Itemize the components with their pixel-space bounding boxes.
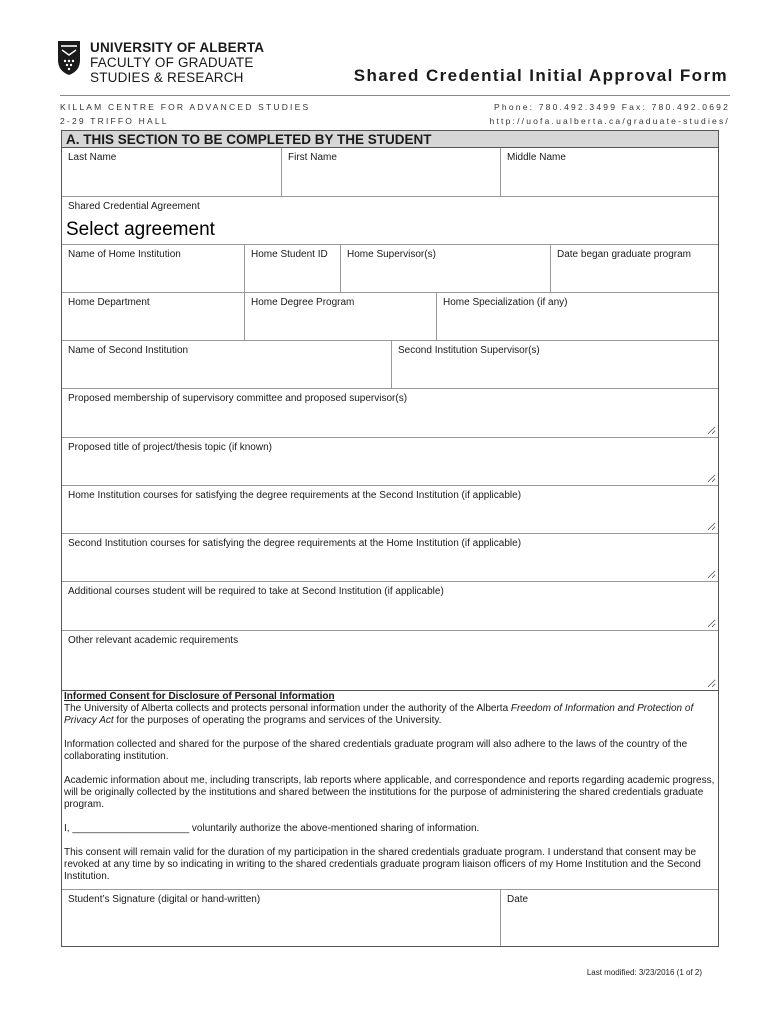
- home-courses-field[interactable]: [64, 504, 716, 531]
- proposed-committee-row: [62, 389, 718, 438]
- other-requirements-label: Other relevant academic requirements: [68, 635, 239, 646]
- first-name-label: First Name: [288, 152, 337, 163]
- home-institution-label: Name of Home Institution: [68, 249, 181, 260]
- consent-authorization-statement: I, _____________________ voluntarily authorize the above-mentioned sharing of information.: [64, 823, 480, 834]
- shared-credential-agreement-label: Shared Credential Agreement: [68, 201, 200, 212]
- phone-fax: Phone: 780.492.3499 Fax: 780.492.0692: [494, 102, 730, 112]
- home-specialization-cell: [436, 293, 718, 340]
- home-department-label: Home Department: [68, 297, 150, 308]
- address-line-2: 2-29 TRIFFO HALL: [60, 116, 169, 126]
- home-supervisors-field[interactable]: [343, 263, 548, 290]
- home-supervisors-label: Home Supervisor(s): [347, 249, 436, 260]
- home-department-cell: [62, 293, 244, 340]
- home-courses-cell: [62, 486, 718, 533]
- signature-field[interactable]: [64, 908, 498, 944]
- agreement-row: [62, 197, 718, 245]
- office-address: [60, 100, 310, 128]
- home-degree-program-field[interactable]: [247, 311, 434, 338]
- foip-act-name: Freedom of Information and Protection of Privacy Act: [64, 703, 694, 726]
- header-divider: [60, 95, 730, 96]
- other-requirements-row: [62, 631, 718, 690]
- other-requirements-cell: [62, 631, 718, 690]
- date-began-label: Date began graduate program: [557, 249, 691, 260]
- last-modified-footer: Last modified: 3/23/2016 (1 of 2): [586, 968, 702, 977]
- home-institution-field[interactable]: [64, 263, 242, 290]
- name-row: [62, 148, 718, 197]
- proposed-committee-cell: [62, 389, 718, 437]
- first-name-field[interactable]: [284, 166, 498, 194]
- proposed-committee-label: Proposed membership of supervisory committee and proposed supervisor(s): [68, 393, 408, 404]
- signature-row: [62, 889, 718, 946]
- university-logo: [57, 40, 267, 96]
- home-institution-cell: [62, 245, 244, 292]
- home-supervisors-cell: [340, 245, 550, 292]
- second-institution-label: Name of Second Institution: [68, 345, 189, 356]
- proposed-committee-field[interactable]: [64, 407, 716, 435]
- logo-line-university: UNIVERSITY OF ALBERTA: [90, 40, 265, 55]
- additional-courses-label: Additional courses student will be required to take at Second Institution (if applicable): [68, 586, 444, 597]
- second-institution-row: [62, 341, 718, 389]
- second-institution-supervisors-cell: [391, 341, 718, 388]
- proposed-title-label: Proposed title of project/thesis topic (if known): [68, 442, 272, 453]
- middle-name-field[interactable]: [503, 166, 716, 194]
- home-student-id-cell: [244, 245, 340, 292]
- second-institution-supervisors-field[interactable]: [394, 359, 716, 386]
- form-title: Shared Credential Initial Approval Form: [353, 66, 728, 85]
- home-courses-row: [62, 486, 718, 534]
- home-institution-row: [62, 245, 718, 293]
- signature-date-cell: [500, 890, 718, 946]
- website-link[interactable]: http://uofa.ualberta.ca/graduate-studies/: [489, 116, 730, 126]
- university-crest-icon: [57, 40, 81, 76]
- select-agreement-dropdown[interactable]: Select agreement: [66, 219, 215, 240]
- agreement-cell: [62, 197, 718, 244]
- consent-paragraph-5: This consent will remain valid for the duration of my participation in the shared credentials graduate program. I understand that consent may be revoked at any time by so indicating in writing to the shared credentials graduate program liaison officers of my Home Institution and the Second Institution.: [64, 847, 701, 882]
- last-name-cell: [62, 148, 281, 196]
- section-a-heading: A. THIS SECTION TO BE COMPLETED BY THE STUDENT: [62, 131, 718, 148]
- signature-label: Student’s Signature (digital or hand-written): [68, 894, 261, 905]
- signature-date-field[interactable]: [503, 908, 716, 944]
- proposed-title-row: [62, 438, 718, 486]
- home-department-row: [62, 293, 718, 341]
- home-department-field[interactable]: [64, 311, 242, 338]
- last-name-field[interactable]: [64, 166, 279, 194]
- additional-courses-row: [62, 582, 718, 631]
- other-requirements-field[interactable]: [64, 649, 716, 688]
- second-institution-cell: [62, 341, 391, 388]
- date-began-cell: [550, 245, 718, 292]
- last-name-label: Last Name: [68, 152, 117, 163]
- consent-title: Informed Consent for Disclosure of Personal Information: [64, 691, 335, 702]
- home-courses-label: Home Institution courses for satisfying the degree requirements at the Second Institution (if applicable): [68, 490, 522, 501]
- logo-line-studies: STUDIES & RESEARCH: [90, 70, 244, 85]
- contact-info: [490, 100, 730, 128]
- second-courses-label: Second Institution courses for satisfying the degree requirements at the Home Institution (if applicable): [68, 538, 522, 549]
- second-courses-row: [62, 534, 718, 582]
- additional-courses-cell: [62, 582, 718, 630]
- home-student-id-label: Home Student ID: [251, 249, 328, 260]
- signature-date-label: Date: [507, 894, 529, 905]
- middle-name-cell: [500, 148, 718, 196]
- consent-paragraph-3: Academic information about me, including transcripts, lab reports where applicable, and correspondence and reports regarding academic progress, will be originally collected by the institutions and shared between the institutions for the purpose of administering the shared credentials graduate program.: [64, 775, 715, 810]
- second-institution-supervisors-label: Second Institution Supervisor(s): [398, 345, 540, 356]
- home-student-id-field[interactable]: [247, 263, 338, 290]
- first-name-cell: [281, 148, 500, 196]
- middle-name-label: Middle Name: [507, 152, 566, 163]
- logo-line-faculty: FACULTY OF GRADUATE: [90, 55, 254, 70]
- home-specialization-field[interactable]: [439, 311, 716, 338]
- consent-paragraph-1: The University of Alberta collects and protects personal information under the authority of the Alberta Freedom of Information and Protection of Privacy Act for the purposes of operating the programs and services of the University.: [64, 703, 694, 726]
- signature-cell: [62, 890, 500, 946]
- second-courses-field[interactable]: [64, 552, 716, 579]
- home-specialization-label: Home Specialization (if any): [443, 297, 568, 308]
- consent-paragraph-2: Information collected and shared for the purpose of the shared credentials graduate program will also adhere to the laws of the country of the collaborating institution.: [64, 739, 688, 762]
- home-degree-program-cell: [244, 293, 436, 340]
- second-institution-field[interactable]: [64, 359, 389, 386]
- date-began-field[interactable]: [553, 263, 716, 290]
- student-section-form: [61, 130, 719, 947]
- informed-consent-section: [62, 690, 718, 895]
- proposed-title-field[interactable]: [64, 456, 716, 483]
- proposed-title-cell: [62, 438, 718, 485]
- address-line-1: KILLAM CENTRE FOR ADVANCED STUDIES: [60, 102, 311, 112]
- home-degree-program-label: Home Degree Program: [251, 297, 355, 308]
- second-courses-cell: [62, 534, 718, 581]
- additional-courses-field[interactable]: [64, 600, 716, 628]
